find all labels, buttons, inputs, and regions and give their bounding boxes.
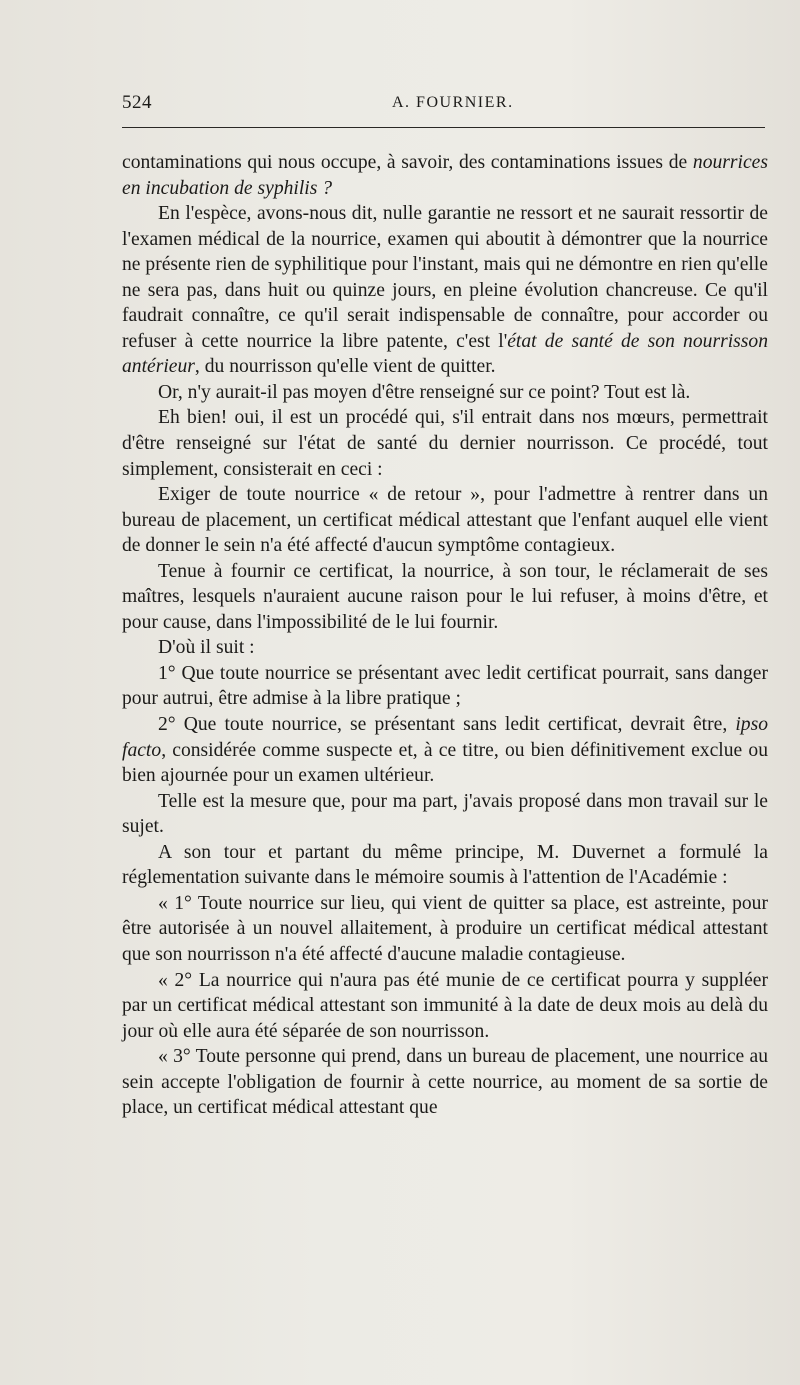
paragraph-1-italic: nourrices en incubation de syphilis ? [122, 152, 768, 199]
paragraph-6: Tenue à fournir ce certificat, la nourrice, à son tour, le réclamerait de ses maîtres, lesquels n'auraient aucune raison pour le lui refuser, à moins d'être, et pour cause, dans l'impossibilité de le lui fournir. [122, 560, 768, 633]
body-text [122, 150, 768, 1121]
page-header [122, 92, 765, 120]
paragraph-9-italic: ipso facto [122, 714, 768, 761]
paragraph-14: « 3° Toute personne qui prend, dans un bureau de placement, une nourrice au sein accepte l'obligation de fournir à cette nourrice, au moment de sa sortie de place, un certificat médical attestant que [122, 1046, 768, 1119]
paragraph-2-text-end: , du nourrisson qu'elle vient de quitter. [194, 356, 496, 378]
paragraph-3: Or, n'y aurait-il pas moyen d'être renseigné sur ce point? Tout est là. [158, 381, 691, 403]
paragraph-1-text: contaminations qui nous occupe, à savoir, des contaminations issues de [122, 152, 693, 173]
paragraph-1 [122, 150, 768, 201]
paragraph-12: « 1° Toute nourrice sur lieu, qui vient de quitter sa place, est astreinte, pour être autorisée à un nouvel allaitement, à produire un certificat médical attestant que son nourrisson n'a été affecté d'aucune maladie contagieuse. [122, 892, 768, 965]
page-number: 524 [122, 92, 152, 113]
paragraph-8: 1° Que toute nourrice se présentant avec ledit certificat pourrait, sans danger pour autrui, être admise à la libre pratique ; [122, 662, 768, 710]
paragraph-11: A son tour et partant du même principe, M. Duvernet a formulé la réglementation suivante dans le mémoire soumis à l'attention de l'Académie : [122, 841, 768, 889]
paragraph-2 [122, 201, 768, 380]
paragraph-7: D'où il suit : [158, 637, 255, 659]
paragraph-4: Eh bien! oui, il est un procédé qui, s'il entrait dans nos mœurs, permettrait d'être renseigné sur l'état de santé du dernier nourrisson. Ce procédé, tout simplement, consisterait en ceci : [122, 407, 768, 480]
paragraph-5: Exiger de toute nourrice « de retour », pour l'admettre à rentrer dans un bureau de placement, un certificat médical attestant que l'enfant auquel elle vient de donner le sein n'a été affecté d'aucun symptôme contagieux. [122, 484, 768, 557]
header-rule [122, 127, 765, 128]
paragraph-9 [122, 712, 768, 789]
running-head: A. FOURNIER. [392, 94, 514, 111]
paragraph-13: « 2° La nourrice qui n'aura pas été munie de ce certificat pourra y suppléer par un certificat médical attestant son immunité à la date de deux mois au delà du jour où elle aura été séparée de son nourrisson. [122, 969, 768, 1042]
paragraph-9-text-end: , considérée comme suspecte et, à ce titre, ou bien définitivement exclue ou bien ajournée pour un examen ultérieur. [122, 739, 768, 787]
paragraph-10: Telle est la mesure que, pour ma part, j'avais proposé dans mon travail sur le sujet. [122, 790, 768, 838]
paragraph-2-italic: état de santé de son nourrisson antérieur [122, 330, 768, 378]
paragraph-2-text: En l'espèce, avons-nous dit, nulle garantie ne ressort et ne saurait ressortir de l'examen médical de la nourrice, examen qui aboutit à démontrer que la nourrice ne présente rien de syphilitique pour l'instant, mais qui ne démontre en rien qu'elle ne sera pas, dans huit ou quinze jours, en pleine évolution chancreuse. Ce qu'il faudrait connaître, ce qu'il serait indispensable de connaître, pour accorder ou refuser à cette nourrice la libre patente, c'est l' [122, 203, 768, 352]
paragraph-9-text: 2° Que toute nourrice, se présentant sans ledit certificat, devrait être, [158, 714, 736, 736]
